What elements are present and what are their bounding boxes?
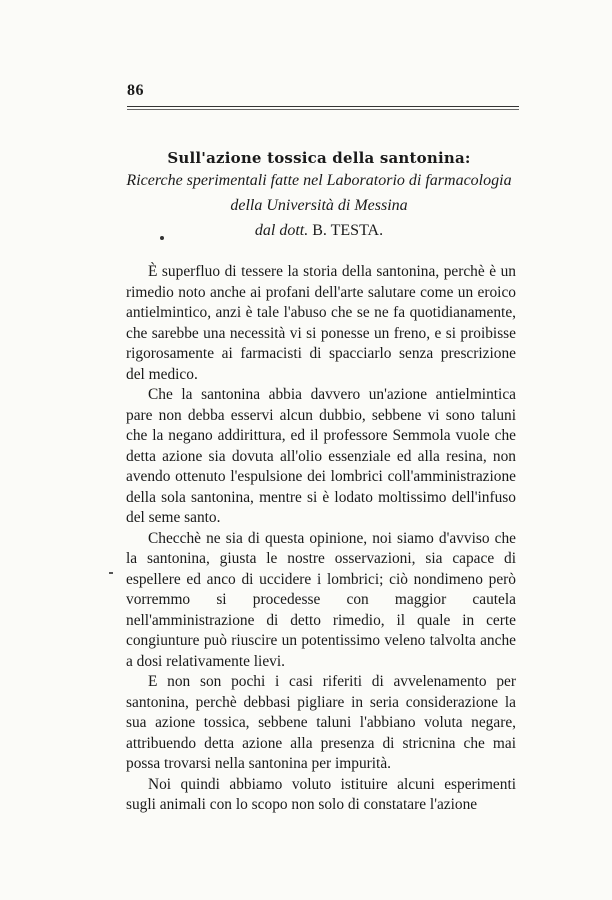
author-prefix: dal dott. [254,222,309,239]
paragraph-2: Che la santonina abbia davvero un'azione antielmintica pare non debba esservi alcun dubbio, sebbene vi sono taluni che la negano addirittura, ed il professore Semmola vuole che detta azione sia dovuta all'olio essenziale ed alla resina, non avendo ottenuto l'espulsione dei lombrici coll'amministrazione della sola santonina, mentre si è lodato moltissimo dell'infuso del seme santo. [126,386,516,526]
article-body [126,262,516,816]
header-rule-thin [127,109,519,110]
article-subtitle-line-2: della Università di Messina [230,197,408,214]
article-subtitle-line-1: Ricerche sperimentali fatte nel Laboratorio di farmacologia [126,172,512,189]
margin-mark [109,572,113,574]
header-rule [127,106,519,107]
article-heading [118,148,520,243]
paragraph-5: Noi quindi abbiamo voluto istituire alcuni esperimenti sugli animali con lo scopo non solo di constatare l'azione [126,775,516,813]
print-speck [160,236,164,240]
article-title: Sull'azione tossica della santonina: [167,149,471,167]
author-name: B. TESTA. [312,222,384,239]
paragraph-3: Checchè ne sia di questa opinione, noi siamo d'avviso che la santonina, giusta le nostre osservazioni, sia capace di espellere ed anco di uccidere i lombrici; ciò nondimeno però vorremmo si procedesse con maggior cautela nell'amministrazione di detto rimedio, il quale in certe congiunture può riuscire un potentissimo veleno talvolta anche a dosi relativamente lievi. [126,529,516,670]
article-author [118,218,520,243]
paragraph-4: E non son pochi i casi riferiti di avvelenamento per santonina, perchè debbasi pigliare in seria considerazione la sua azione tossica, sebbene taluni l'abbiano voluta negare, attribuendo detta azione alla presenza di stricnina che mai possa trovarsi nella santonina per impurità. [126,673,516,772]
page-number: 86 [127,82,144,99]
paragraph-1: È superfluo di tessere la storia della santonina, perchè è un rimedio noto anche ai profani dell'arte salutare come un eroico antielmintico, anzi è tale l'abuso che se ne fa quotidianamente, che sarebbe una necessità vi si ponesse un freno, e si proibisse rigorosamente ai farmacisti di spacciarlo senza prescrizione del medico. [126,263,516,383]
